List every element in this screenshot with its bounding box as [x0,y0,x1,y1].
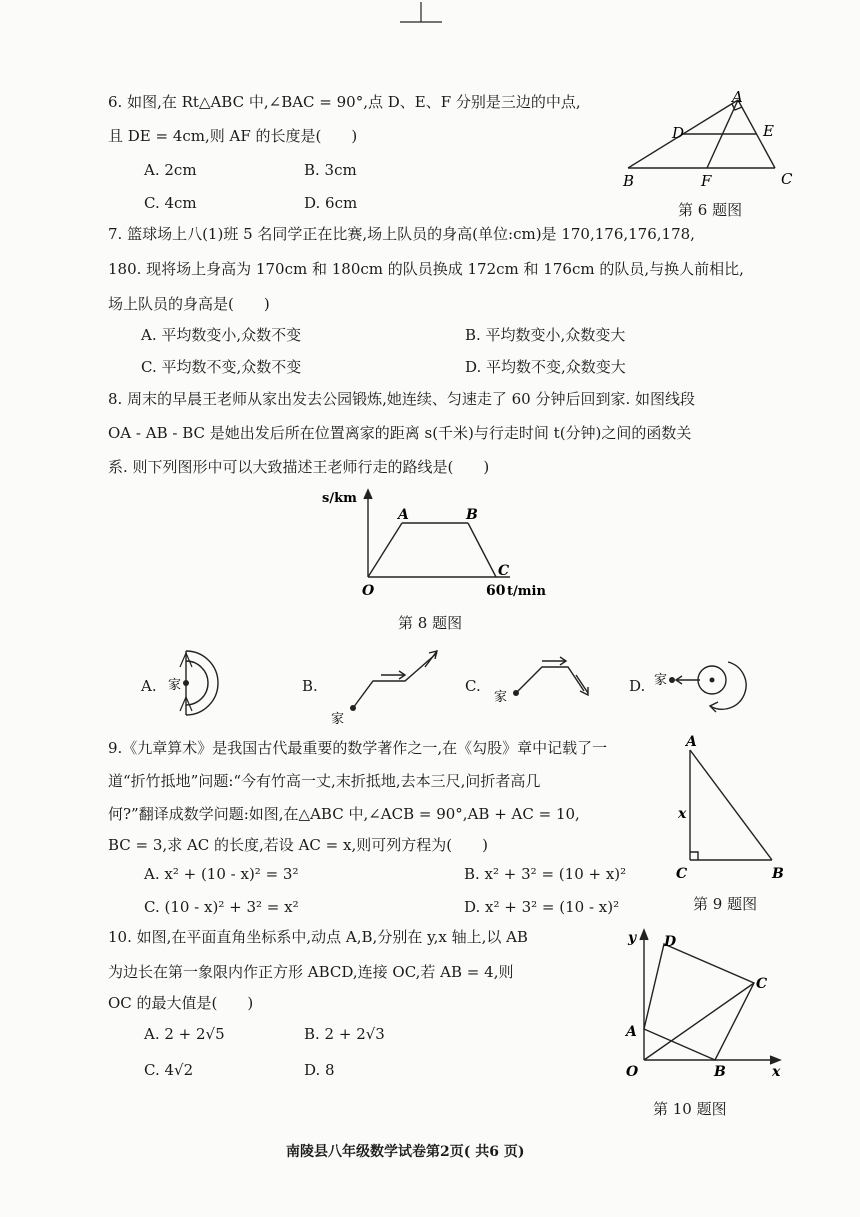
question-10-option-d[interactable]: D. 8 [304,1061,335,1079]
question-9-option-b[interactable]: B. x² + 3² = (10 + x)² [464,865,627,883]
question-6-caption: 第 6 题图 [678,201,743,219]
question-9-option-d[interactable]: D. x² + 3² = (10 - x)² [464,898,620,916]
question-10-option-a[interactable]: A. 2 + 2√5 [144,1025,225,1043]
question-8-caption: 第 8 题图 [398,614,463,632]
q8-option-b-figure [325,645,455,725]
q10-y-arrow [640,930,648,940]
q10-label-x: x [772,1064,781,1080]
q10-segment-oc [644,983,754,1060]
q8-option-c-figure [480,645,600,715]
q9-label-x: x [678,806,687,822]
question-8-line-1: 8. 周末的早晨王老师从家出发去公园锻炼,她连续、匀速走了 60 分钟后回到家. 如图线段 [108,390,696,408]
q8-segment-bc [468,523,496,577]
q10-label-y: y [628,930,637,946]
question-9-line-4: BC = 3,求 AC 的长度,若设 AC = x,则可列方程为( ) [108,836,488,854]
question-9-line-2: 道“折竹抵地”问题:“今有竹高一丈,末折抵地,去本三尺,问折者高几 [108,772,541,790]
q8-ylabel: s/km [322,491,357,506]
question-9-figure [670,734,800,884]
question-7-line-1: 7. 篮球场上八(1)班 5 名同学正在比赛,场上队员的身高(单位:cm)是 170,176,176,178, [108,225,695,243]
question-10 [108,927,608,1087]
question-6-option-d[interactable]: D. 6cm [304,194,358,212]
q8-x-tick-60: 60 [486,583,506,599]
question-6 [108,92,628,222]
q8-option-d-figure [650,650,750,720]
q6-point-b: B [623,172,635,190]
q6-point-d: D [672,124,685,142]
q10-x-arrow [770,1056,780,1064]
question-9-option-c[interactable]: C. (10 - x)² + 3² = x² [144,898,299,916]
question-8-option-d[interactable]: D. [629,677,646,695]
question-6-option-c[interactable]: C. 4cm [144,194,197,212]
question-7-line-2: 180. 现将场上身高为 170cm 和 180cm 的队员换成 172cm 和 176cm 的队员,与换人前相比, [108,260,744,278]
question-10-line-1: 10. 如图,在平面直角坐标系中,动点 A,B,分别在 y,x 轴上,以 AB [108,928,528,946]
question-7-option-c[interactable]: C. 平均数不变,众数不变 [141,358,302,376]
q10-origin: O [626,1064,639,1080]
question-8 [108,389,828,479]
q8-option-a-figure [160,645,240,725]
question-8-option-c[interactable]: C. [465,677,481,695]
question-8-option-b[interactable]: B. [302,677,318,695]
question-7-option-b[interactable]: B. 平均数变小,众数变大 [465,326,626,344]
question-8-option-a[interactable]: A. [141,677,157,695]
question-7-line-3: 场上队员的身高是( ) [108,295,270,313]
q10-square-abcd [644,944,754,1060]
binding-mark [380,0,460,30]
q10-point-b: B [714,1064,726,1080]
question-6-option-b[interactable]: B. 3cm [304,161,357,179]
q6-point-c: C [781,170,793,188]
question-10-figure [620,924,790,1084]
question-9 [108,738,648,916]
q9-right-angle [690,852,698,860]
q9-side-ab [690,750,772,860]
q8-option-c-home: 家 [494,690,508,705]
question-10-option-b[interactable]: B. 2 + 2√3 [304,1025,385,1043]
q10-point-c: C [756,976,768,992]
q9-point-c: C [676,866,688,882]
question-9-caption: 第 9 题图 [693,895,758,913]
question-9-option-a[interactable]: A. x² + (10 - x)² = 3² [144,865,299,883]
question-10-option-c[interactable]: C. 4√2 [144,1061,194,1079]
q10-point-a: A [626,1024,637,1040]
q8-point-b: B [466,507,478,523]
q8-option-a-home: 家 [168,678,182,693]
question-9-line-1: 9.《九章算术》是我国古代最重要的数学著作之一,在《勾股》章中记载了一 [108,739,608,757]
question-8-line-3: 系. 则下列图形中可以大致描述王老师行走的路线是( ) [108,458,490,476]
question-7-option-a[interactable]: A. 平均数变小,众数不变 [141,326,302,344]
q8-segment-oa [368,523,402,577]
q9-point-b: B [772,866,784,882]
question-9-line-3: 何?”翻译成数学问题:如图,在△ABC 中,∠ACB = 90°,AB + AC = 10, [108,805,580,823]
q8-option-d-home: 家 [654,673,668,688]
question-7 [108,224,828,380]
question-8-line-2: OA - AB - BC 是她出发后所在位置离家的距离 s(千米)与行走时间 t(分钟)之间的函数关 [108,424,692,442]
question-6-option-a[interactable]: A. 2cm [144,161,197,179]
question-6-figure [615,88,805,198]
q10-point-d: D [664,934,677,950]
page-footer: 南陵县八年级数学试卷第2页( 共6 页) [286,1144,525,1160]
question-6-line-1: 6. 如图,在 Rt△ABC 中,∠BAC = 90°,点 D、E、F 分别是三边的中点, [108,93,581,111]
q6-point-f: F [701,172,712,190]
question-10-line-2: 为边长在第一象限内作正方形 ABCD,连接 OC,若 AB = 4,则 [108,963,514,981]
q8-y-arrow [364,490,372,499]
question-7-option-d[interactable]: D. 平均数不变,众数变大 [465,358,626,376]
q6-point-a: A [732,88,743,106]
q8-xlabel: t/min [507,584,546,599]
question-8-graph [320,485,560,605]
q8-option-b-home: 家 [331,712,345,725]
q9-point-a: A [686,734,697,750]
question-10-line-3: OC 的最大值是( ) [108,994,254,1012]
q8-point-a: A [398,507,409,523]
q8-point-c: C [498,563,510,579]
question-6-line-2: 且 DE = 4cm,则 AF 的长度是( ) [108,127,358,145]
q8-origin: O [362,583,375,599]
question-10-caption: 第 10 题图 [653,1100,727,1118]
q6-point-e: E [763,122,774,140]
